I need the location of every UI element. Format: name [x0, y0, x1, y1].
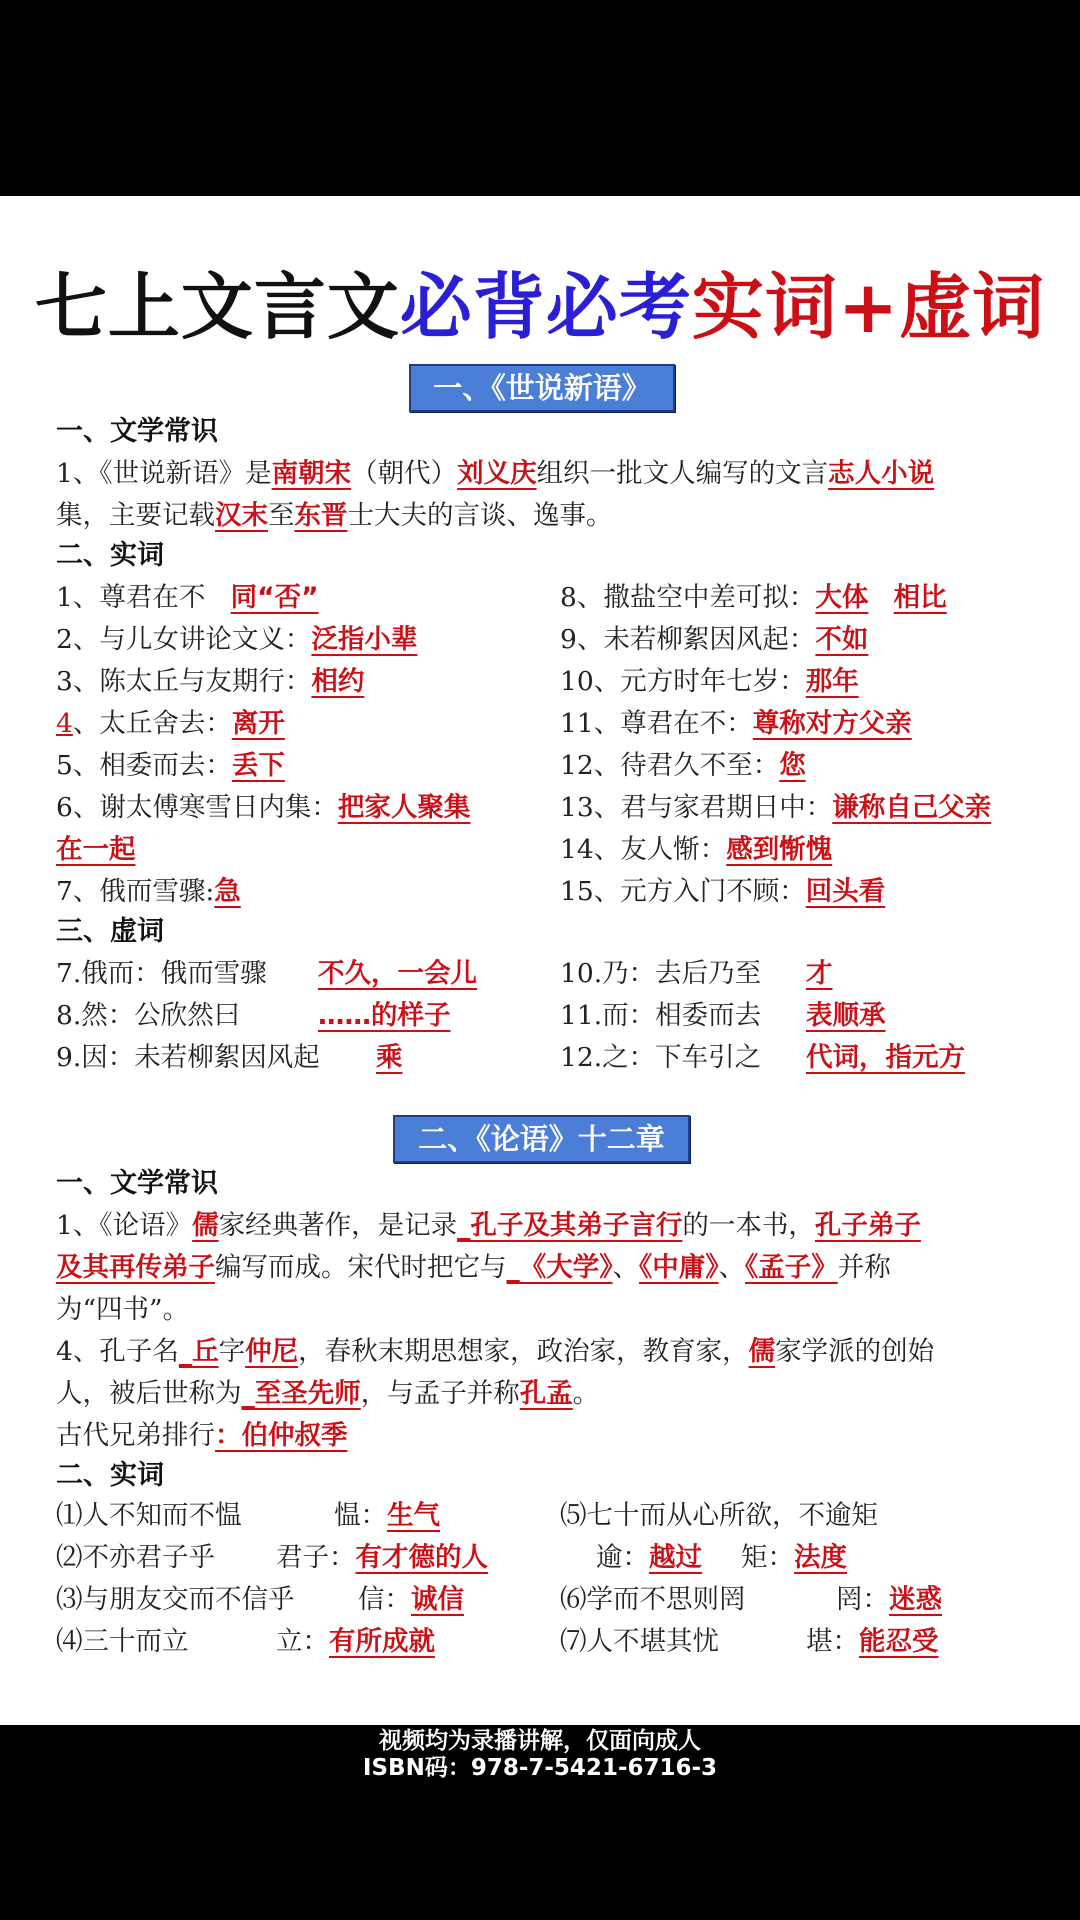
question: ⑸七十而从心所欲，不逾矩 — [560, 1500, 878, 1531]
answer: 您 — [779, 750, 806, 781]
answer: 大体 — [815, 582, 869, 613]
answer: 刘义庆 — [457, 458, 537, 489]
answer: 不久，一会儿 — [318, 958, 477, 989]
title-part-1: 七上文言文 — [34, 265, 400, 349]
s2-shici-heading: 二、实词 — [56, 1460, 164, 1491]
text: 。 — [572, 1378, 600, 1409]
s1-xuci-heading: 三、虚词 — [56, 916, 164, 947]
answer: 能忍受 — [859, 1626, 939, 1657]
answer: _至圣先师 — [241, 1378, 361, 1409]
answer: 在一起 — [56, 834, 136, 865]
title-part-2: 必背必考 — [399, 265, 692, 349]
answer: 乘 — [376, 1042, 403, 1073]
text: 组织一批文人编写的文言 — [536, 458, 829, 489]
answer: 谦称自己父亲 — [832, 792, 992, 823]
s2-shici-right-item — [560, 1538, 847, 1578]
text: 1、《世说新语》是 — [56, 458, 272, 489]
footer-isbn: ISBN码：978-7-5421-6716-3 — [362, 1755, 718, 1781]
s2-literature-heading: 一、文学常识 — [56, 1168, 218, 1199]
section-1-banner: 一、《世说新语》 — [409, 364, 675, 412]
text: 并称 — [837, 1252, 891, 1283]
answer: 迷惑 — [889, 1584, 942, 1615]
answer: 才 — [806, 958, 833, 989]
s1-literature-heading: 一、文学常识 — [56, 416, 218, 447]
answer: 及其再传弟子 — [56, 1252, 215, 1283]
keyword: 矩： — [741, 1542, 794, 1573]
text: 4、孔子名 — [56, 1336, 179, 1367]
question: 11.而：相委而去 — [560, 1000, 762, 1031]
s1-shici-left-item — [56, 578, 319, 618]
text: 、 — [718, 1252, 745, 1283]
s1-shici-right-item — [560, 872, 885, 912]
s1-xuci-right-item — [560, 954, 833, 994]
answer: 相比 — [893, 582, 947, 613]
s2-literature-line-1 — [56, 1206, 921, 1246]
question: 13、君与家君期日中： — [560, 792, 833, 823]
s1-shici-left-item — [56, 662, 364, 702]
keyword: 愠： — [334, 1500, 387, 1531]
s1-shici-left-item — [56, 872, 241, 912]
s1-shici-right-item — [560, 746, 806, 786]
s2-literature-line-2 — [56, 1248, 891, 1288]
answer: 南朝宋 — [271, 458, 352, 489]
answer: 孔子弟子 — [814, 1210, 921, 1241]
question: ⑹学而不思则罔 — [560, 1584, 746, 1615]
s1-shici-heading: 二、实词 — [56, 540, 164, 571]
text: ，春秋末期思想家，政治家，教育家， — [298, 1336, 749, 1367]
keyword: 罔： — [836, 1584, 889, 1615]
question: 10.乃：去后乃至 — [560, 958, 762, 989]
question: 14、友人惭： — [560, 834, 727, 865]
keyword: 逾： — [596, 1542, 649, 1573]
answer: 汉末 — [215, 500, 268, 531]
text: 士大夫的言谈、逸事。 — [347, 500, 613, 531]
answer: 诚信 — [411, 1584, 464, 1615]
text: 人，被后世称为 — [56, 1378, 242, 1409]
question: ⑷三十而立 — [56, 1626, 189, 1657]
s2-literature-line-6 — [56, 1416, 348, 1456]
s1-xuci-right-item — [560, 1038, 965, 1078]
question: 7.俄而：俄而雪骤 — [56, 958, 267, 989]
s1-shici-right-item — [560, 704, 912, 744]
answer: 表顺承 — [806, 1000, 886, 1031]
page-title — [0, 262, 1080, 352]
s2-literature-line-5 — [56, 1374, 599, 1414]
question: 5、相委而去： — [56, 750, 232, 781]
answer: _丘 — [178, 1336, 219, 1367]
answer: 法度 — [794, 1542, 847, 1573]
section-2-banner: 二、《论语》十二章 — [393, 1115, 690, 1163]
answer: 有才德的人 — [355, 1542, 488, 1573]
answer: 泛指小辈 — [311, 624, 418, 655]
question: 、太丘舍去： — [72, 708, 232, 739]
question: 7、俄而雪骤: — [56, 876, 215, 907]
s2-shici-right-item — [560, 1622, 939, 1662]
s2-literature-line-4 — [56, 1332, 934, 1372]
question: 9.因：未若柳絮因风起 — [56, 1042, 320, 1073]
answer: 尊称对方父亲 — [752, 708, 912, 739]
keyword: 堪： — [806, 1626, 859, 1657]
text: 集，主要记载 — [56, 500, 215, 531]
answer: 代词，指元方 — [806, 1042, 965, 1073]
answer: 儒 — [748, 1336, 776, 1367]
s2-shici-left-item — [56, 1580, 464, 1620]
answer: 有所成就 — [329, 1626, 435, 1657]
text: 至 — [268, 500, 295, 531]
s2-shici-right-item — [560, 1580, 942, 1620]
s1-xuci-right-item — [560, 996, 886, 1036]
text: 字 — [218, 1336, 246, 1367]
text: 古代兄弟排行 — [56, 1420, 215, 1451]
s2-shici-left-item — [56, 1496, 440, 1536]
answer: 仲尼 — [245, 1336, 299, 1367]
s1-literature-line-2 — [56, 496, 613, 536]
s1-shici-right-item — [560, 662, 859, 702]
top-black-bar — [0, 0, 1080, 196]
s1-shici-left-item — [56, 788, 470, 828]
s2-literature-line-3 — [56, 1290, 189, 1330]
answer: 《中庸》 — [639, 1252, 719, 1283]
s1-xuci-left-item — [56, 996, 451, 1036]
question: 8、撒盐空中差可拟： — [560, 582, 816, 613]
answer: 志人小说 — [828, 458, 935, 489]
text: 的一本书， — [682, 1210, 815, 1241]
text: 1、《论语》 — [56, 1210, 193, 1241]
keyword: 君子： — [276, 1542, 356, 1573]
s2-shici-right-item — [560, 1496, 878, 1536]
footer-disclaimer: 视频均为录播讲解，仅面向成人 — [379, 1728, 701, 1754]
s1-shici-left-item — [56, 704, 285, 744]
keyword: 信： — [358, 1584, 411, 1615]
answer: ：伯仲叔季 — [215, 1420, 348, 1451]
question: 2、与儿女讲论文义： — [56, 624, 312, 655]
text: 、 — [612, 1252, 639, 1283]
text: 编写而成。宋代时把它与 — [215, 1252, 507, 1283]
answer: 《孟子》 — [745, 1252, 838, 1283]
s1-shici-left-item — [56, 830, 136, 870]
question: ⑵不亦君子乎 — [56, 1542, 215, 1573]
answer: 把家人聚集 — [337, 792, 471, 823]
s1-shici-right-item — [560, 578, 947, 618]
text: 家学派的创始 — [775, 1336, 935, 1367]
question: ⑺人不堪其忧 — [560, 1626, 719, 1657]
question: 15、元方入门不顾： — [560, 876, 806, 907]
answer: 那年 — [805, 666, 859, 697]
question: 10、元方时年七岁： — [560, 666, 806, 697]
question: 9、未若柳絮因风起： — [560, 624, 816, 655]
answer: _《大学》 — [506, 1252, 613, 1283]
question: 1、尊君在不 — [56, 582, 206, 613]
item-number: 4 — [56, 708, 73, 739]
answer: 感到惭愧 — [726, 834, 833, 865]
answer: ……的样子 — [318, 1000, 451, 1031]
answer: 急 — [214, 876, 241, 907]
text: （朝代） — [351, 458, 458, 489]
answer: 丢下 — [231, 750, 285, 781]
question: 6、谢太傅寒雪日内集： — [56, 792, 338, 823]
answer: 回头看 — [805, 876, 886, 907]
s1-shici-left-item — [56, 620, 417, 660]
answer: 离开 — [231, 708, 285, 739]
text: ，与孟子并称 — [360, 1378, 520, 1409]
answer: _孔子及其弟子言行 — [457, 1210, 683, 1241]
answer: 不如 — [815, 624, 869, 655]
answer: 东晋 — [294, 500, 348, 531]
s1-literature-line-1 — [56, 454, 934, 494]
question: 3、陈太丘与友期行： — [56, 666, 312, 697]
answer: 相约 — [311, 666, 365, 697]
question: ⑴人不知而不愠 — [56, 1500, 242, 1531]
title-part-3: 实词+虚词 — [691, 265, 1046, 349]
s1-shici-right-item — [560, 620, 868, 660]
answer: 儒 — [192, 1210, 219, 1241]
answer: 生气 — [387, 1500, 440, 1531]
question: 12、待君久不至： — [560, 750, 780, 781]
s1-xuci-left-item — [56, 1038, 403, 1078]
keyword: 立： — [276, 1626, 329, 1657]
s1-shici-right-item — [560, 788, 991, 828]
answer: 同“否” — [230, 582, 319, 613]
text: 家经典著作，是记录 — [218, 1210, 458, 1241]
s1-shici-left-item — [56, 746, 285, 786]
s2-shici-left-item — [56, 1538, 488, 1578]
s1-shici-right-item — [560, 830, 832, 870]
text: 为“四书”。 — [56, 1294, 190, 1325]
s1-xuci-left-item — [56, 954, 477, 994]
question: 12.之：下车引之 — [560, 1042, 762, 1073]
question: 8.然：公欣然曰 — [56, 1000, 241, 1031]
question: ⑶与朋友交而不信乎 — [56, 1584, 295, 1615]
question: 11、尊君在不： — [560, 708, 753, 739]
s2-shici-left-item — [56, 1622, 435, 1662]
answer: 越过 — [649, 1542, 702, 1573]
answer: 孔孟 — [519, 1378, 573, 1409]
